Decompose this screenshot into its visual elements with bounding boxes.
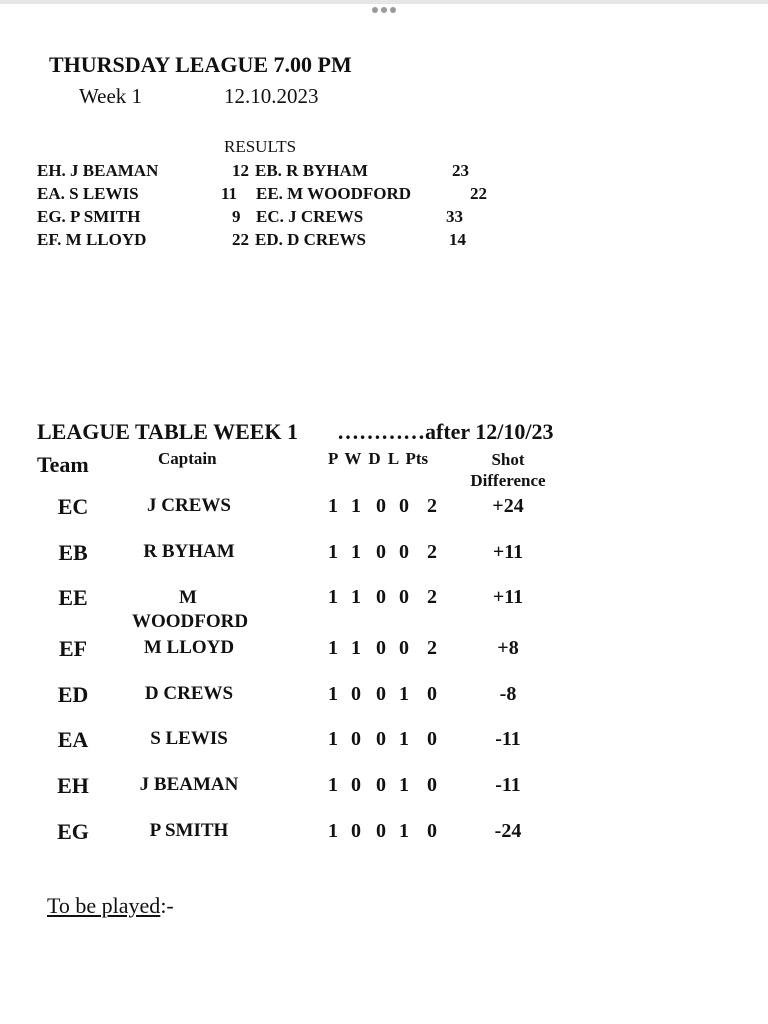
result-away: EB. R BYHAM (255, 161, 368, 180)
won: 1 (351, 495, 361, 517)
more-horizontal-icon[interactable] (372, 7, 396, 13)
drawn: 0 (376, 728, 386, 750)
lost: 0 (399, 586, 409, 608)
league-table-after: …………after 12/10/23 (337, 419, 554, 444)
drawn: 0 (376, 541, 386, 563)
captain-name: M WOODFORD (132, 587, 249, 632)
result-home: EH. J BEAMAN (37, 161, 159, 180)
won: 1 (351, 637, 361, 659)
shot-difference: +8 (497, 637, 519, 659)
points: 0 (427, 683, 437, 705)
won: 1 (351, 541, 361, 563)
shot-difference: +11 (492, 586, 524, 608)
won: 0 (351, 728, 361, 750)
column-header-team: Team (37, 452, 89, 477)
played: 1 (328, 774, 338, 796)
result-home-score: 22 (232, 230, 249, 249)
league-table-title: LEAGUE TABLE WEEK 1 (37, 419, 299, 444)
drawn: 0 (376, 820, 386, 842)
result-away-score: 33 (446, 207, 463, 226)
week-label: Week 1 (79, 84, 143, 108)
result-away: EE. M WOODFORD (256, 184, 412, 203)
lost: 1 (399, 683, 409, 705)
points: 2 (427, 541, 437, 563)
results-heading: RESULTS (224, 137, 297, 156)
lost: 0 (399, 637, 409, 659)
result-home: EF. M LLOYD (37, 230, 147, 249)
result-home: EG. P SMITH (37, 207, 141, 226)
column-header-stats: P W D L Pts (328, 449, 429, 468)
team-code: ED (57, 682, 89, 707)
captain-name: R BYHAM (143, 541, 235, 562)
result-home-score: 9 (232, 207, 241, 226)
team-code: EF (58, 636, 88, 661)
points: 0 (427, 728, 437, 750)
played: 1 (328, 820, 338, 842)
result-home: EA. S LEWIS (37, 184, 139, 203)
won: 0 (351, 683, 361, 705)
captain-name: J CREWS (147, 495, 231, 516)
drawn: 0 (376, 683, 386, 705)
result-home-score: 11 (221, 184, 238, 203)
points: 2 (427, 637, 437, 659)
shot-difference: -24 (494, 820, 522, 842)
to-be-played-suffix: :- (160, 893, 174, 918)
shot-difference: -11 (495, 774, 521, 796)
result-away-score: 23 (452, 161, 469, 180)
page-title: THURSDAY LEAGUE 7.00 PM (49, 52, 352, 77)
team-code: EA (57, 727, 89, 752)
shot-difference: +11 (492, 541, 524, 563)
points: 2 (427, 586, 437, 608)
won: 0 (351, 820, 361, 842)
shot-difference: -11 (495, 728, 521, 750)
result-away: EC. J CREWS (256, 207, 364, 226)
result-home-score: 12 (232, 161, 249, 180)
points: 2 (427, 495, 437, 517)
drawn: 0 (376, 637, 386, 659)
captain-name: J BEAMAN (139, 774, 239, 795)
column-header-captain: Captain (158, 449, 217, 468)
to-be-played (47, 893, 174, 919)
captain-name: P SMITH (149, 820, 229, 841)
result-away-score: 22 (470, 184, 487, 203)
played: 1 (328, 683, 338, 705)
played: 1 (328, 541, 338, 563)
captain-name: S LEWIS (150, 728, 228, 749)
result-away: ED. D CREWS (255, 230, 366, 249)
team-code: EG (57, 819, 89, 844)
team-code: EC (57, 494, 89, 519)
captain-name: D CREWS (144, 683, 234, 704)
result-away-score: 14 (449, 230, 466, 249)
won: 0 (351, 774, 361, 796)
top-bar (0, 0, 768, 4)
to-be-played-label: To be played (47, 893, 161, 918)
drawn: 0 (376, 586, 386, 608)
played: 1 (328, 637, 338, 659)
points: 0 (427, 774, 437, 796)
lost: 1 (399, 774, 409, 796)
drawn: 0 (376, 774, 386, 796)
drawn: 0 (376, 495, 386, 517)
played: 1 (328, 728, 338, 750)
lost: 1 (399, 820, 409, 842)
shot-difference: +24 (492, 495, 524, 517)
lost: 0 (399, 495, 409, 517)
column-header-shot-difference: Shot Difference (470, 450, 546, 490)
lost: 0 (399, 541, 409, 563)
date-label: 12.10.2023 (224, 84, 319, 108)
lost: 1 (399, 728, 409, 750)
played: 1 (328, 495, 338, 517)
played: 1 (328, 586, 338, 608)
team-code: EB (58, 540, 88, 565)
shot-difference: -8 (499, 683, 517, 705)
captain-name: M LLOYD (143, 637, 235, 658)
team-code: EE (58, 585, 88, 610)
won: 1 (351, 586, 361, 608)
points: 0 (427, 820, 437, 842)
team-code: EH (57, 773, 89, 798)
